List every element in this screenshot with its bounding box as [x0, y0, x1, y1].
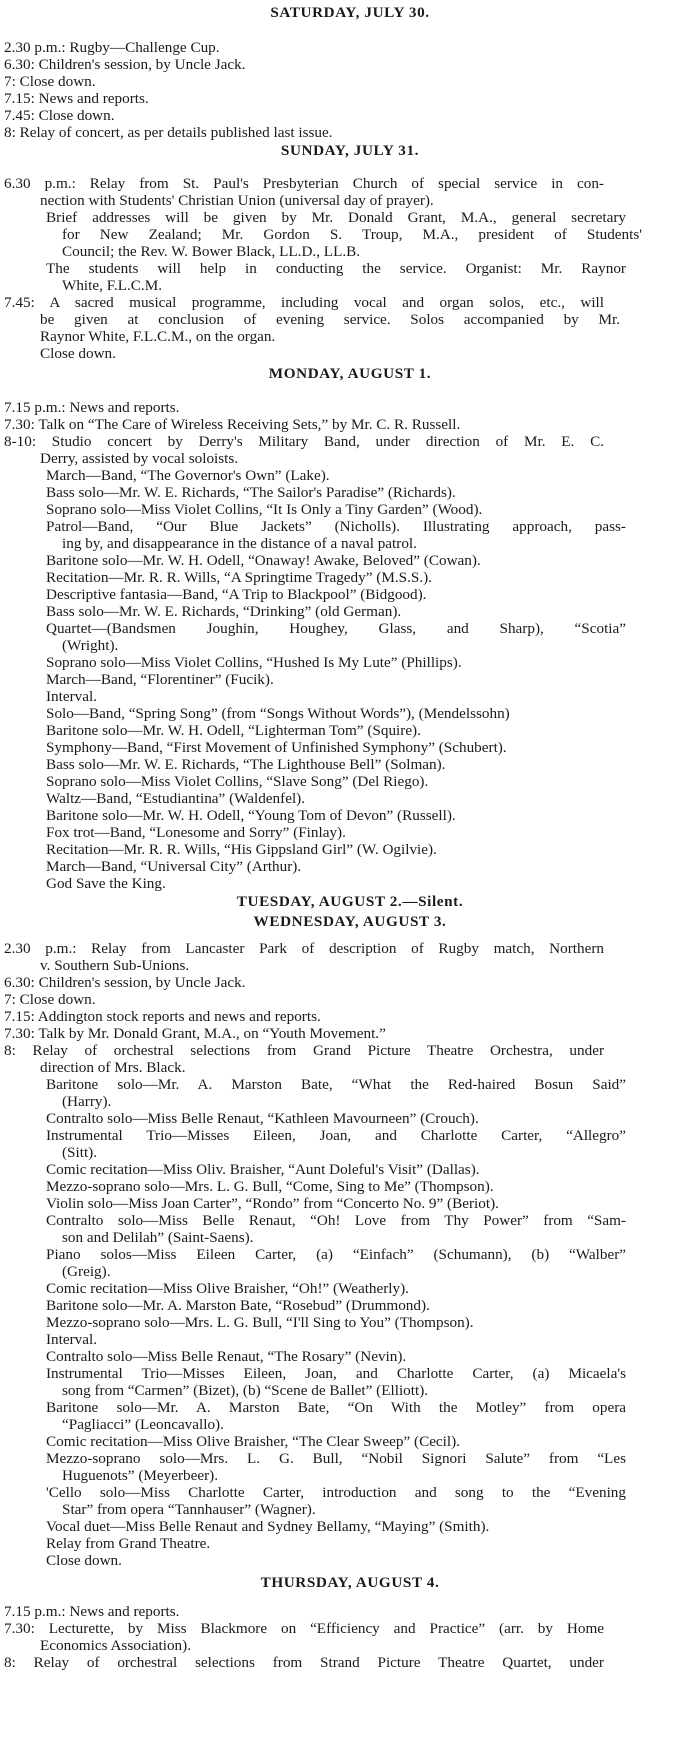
programme-item: Contralto solo—Miss Belle Renaut, “Kathleen Mavourneen” (Crouch).	[46, 1110, 479, 1127]
listing-line: 7.30: Talk by Mr. Donald Grant, M.A., on “Youth Movement.”	[4, 1025, 386, 1042]
programme-item: Baritone solo—Mr. W. H. Odell, “Lighterman Tom” (Squire).	[46, 722, 421, 739]
listing-line: 8: Relay of orchestral selections from Strand Picture Theatre Quartet, under	[4, 1654, 604, 1671]
programme-item: Recitation—Mr. R. R. Wills, “A Springtime Tragedy” (M.S.S.).	[46, 569, 432, 586]
listing-line: Economics Association).	[40, 1637, 192, 1654]
programme-item: “Pagliacci” (Leoncavallo).	[62, 1416, 224, 1433]
programme-item: Baritone solo—Mr. W. H. Odell, “Young Tom of Devon” (Russell).	[46, 807, 456, 824]
programme-item: March—Band, “The Governor's Own” (Lake).	[46, 467, 330, 484]
listing-line: 7.15 p.m.: News and reports.	[4, 399, 180, 416]
programme-item: son and Delilah” (Saint-Saens).	[62, 1229, 254, 1246]
listing-line: White, F.L.C.M.	[62, 277, 163, 294]
programme-item: (Wright).	[62, 637, 119, 654]
listing-line: 7.30: Talk on “The Care of Wireless Receiving Sets,” by Mr. C. R. Russell.	[4, 416, 461, 433]
listing-line: 7.15 p.m.: News and reports.	[4, 1603, 180, 1620]
heading-thursday: THURSDAY, AUGUST 4.	[260, 1574, 440, 1591]
programme-item: Soprano solo—Miss Violet Collins, “It Is Only a Tiny Garden” (Wood).	[46, 501, 483, 518]
listing-line: 6.30: Children's session, by Uncle Jack.	[4, 56, 246, 73]
listing-line: 8-10: Studio concert by Derry's Military Band, under direction of Mr. E. C.	[4, 433, 604, 450]
listing-line: nection with Students' Christian Union (universal day of prayer).	[40, 192, 434, 209]
programme-item: Waltz—Band, “Estudiantina” (Waldenfel).	[46, 790, 306, 807]
programme-item: Bass solo—Mr. W. E. Richards, “Drinking” (old German).	[46, 603, 402, 620]
programme-item: Comic recitation—Miss Olive Braisher, “Oh!” (Weatherly).	[46, 1280, 409, 1297]
listing-line: 2.30 p.m.: Relay from Lancaster Park of description of Rugby match, Northern	[4, 940, 604, 957]
programme-item: Close down.	[46, 1552, 122, 1569]
programme-item: song from “Carmen” (Bizet), (b) “Scene de Ballet” (Elliott).	[62, 1382, 429, 1399]
programme-item: Instrumental Trio—Misses Eileen, Joan, and Charlotte Carter, (a) Micaela's	[46, 1365, 626, 1382]
programme-item: Mezzo-soprano solo—Mrs. L. G. Bull, “Nobil Signori Salute” from “Les	[46, 1450, 626, 1467]
listing-line: 7.45: Close down.	[4, 107, 115, 124]
programme-item: (Sitt).	[62, 1144, 98, 1161]
programme-item: Quartet—(Bandsmen Joughin, Houghey, Glass, and Sharp), “Scotia”	[46, 620, 626, 637]
listing-line: v. Southern Sub-Unions.	[40, 957, 190, 974]
listing-line: be given at conclusion of evening service. Solos accompanied by Mr.	[40, 311, 620, 328]
programme-item: Relay from Grand Theatre.	[46, 1535, 211, 1552]
programme-item: Symphony—Band, “First Movement of Unfinished Symphony” (Schubert).	[46, 739, 507, 756]
listing-line: Raynor White, F.L.C.M., on the organ.	[40, 328, 276, 345]
programme-item: Baritone solo—Mr. A. Marston Bate, “What the Red-haired Bosun Said”	[46, 1076, 626, 1093]
programme-item: Fox trot—Band, “Lonesome and Sorry” (Finlay).	[46, 824, 346, 841]
programme-item: Vocal duet—Miss Belle Renaut and Sydney Bellamy, “Maying” (Smith).	[46, 1518, 490, 1535]
programme-item: ing by, and disappearance in the distance of a naval patrol.	[62, 535, 417, 552]
programme-item: Bass solo—Mr. W. E. Richards, “The Sailor's Paradise” (Richards).	[46, 484, 456, 501]
programme-item: Solo—Band, “Spring Song” (from “Songs Without Words”), (Mendelssohn)	[46, 705, 510, 722]
listing-line: 7: Close down.	[4, 991, 96, 1008]
listing-line: 7.30: Lecturette, by Miss Blackmore on “Efficiency and Practice” (arr. by Home	[4, 1620, 604, 1637]
programme-item: Interval.	[46, 1331, 98, 1348]
programme-item: Soprano solo—Miss Violet Collins, “Slave Song” (Del Riego).	[46, 773, 429, 790]
listing-line: The students will help in conducting the service. Organist: Mr. Raynor	[46, 260, 626, 277]
listing-line: Close down.	[40, 345, 116, 362]
listing-line: direction of Mrs. Black.	[40, 1059, 186, 1076]
listing-line: 7.45: A sacred musical programme, including vocal and organ solos, etc., will	[4, 294, 604, 311]
listing-line: Derry, assisted by vocal soloists.	[40, 450, 239, 467]
programme-item: God Save the King.	[46, 875, 166, 892]
listing-line: Brief addresses will be given by Mr. Donald Grant, M.A., general secretary	[46, 209, 626, 226]
listing-line: 7.15: Addington stock reports and news and reports.	[4, 1008, 321, 1025]
programme-item: March—Band, “Florentiner” (Fucik).	[46, 671, 274, 688]
programme-item: Violin solo—Miss Joan Carter”, “Rondo” from “Concerto No. 9” (Beriot).	[46, 1195, 499, 1212]
programme-item: Comic recitation—Miss Olive Braisher, “The Clear Sweep” (Cecil).	[46, 1433, 460, 1450]
programme-item: Baritone solo—Mr. A. Marston Bate, “On With the Motley” from opera	[46, 1399, 626, 1416]
programme-item: Comic recitation—Miss Oliv. Braisher, “Aunt Doleful's Visit” (Dallas).	[46, 1161, 480, 1178]
programme-item: Baritone solo—Mr. W. H. Odell, “Onaway! Awake, Beloved” (Cowan).	[46, 552, 481, 569]
programme-item: Piano solos—Miss Eileen Carter, (a) “Einfach” (Schumann), (b) “Walber”	[46, 1246, 626, 1263]
listing-line: 6.30 p.m.: Relay from St. Paul's Presbyterian Church of special service in con-	[4, 175, 604, 192]
programme-item: Recitation—Mr. R. R. Wills, “His Gippsland Girl” (W. Ogilvie).	[46, 841, 437, 858]
programme-item: Star” from opera “Tannhauser” (Wagner).	[62, 1501, 316, 1518]
programme-item: Instrumental Trio—Misses Eileen, Joan, and Charlotte Carter, “Allegro”	[46, 1127, 626, 1144]
programme-item: March—Band, “Universal City” (Arthur).	[46, 858, 302, 875]
heading-wednesday: WEDNESDAY, AUGUST 3.	[253, 913, 447, 930]
programme-item: Contralto solo—Miss Belle Renaut, “Oh! Love from Thy Power” from “Sam-	[46, 1212, 626, 1229]
programme-item: Interval.	[46, 688, 98, 705]
programme-item: Contralto solo—Miss Belle Renaut, “The Rosary” (Nevin).	[46, 1348, 407, 1365]
programme-item: Bass solo—Mr. W. E. Richards, “The Lighthouse Bell” (Solman).	[46, 756, 446, 773]
listing-line: 8: Relay of orchestral selections from Grand Picture Theatre Orchestra, under	[4, 1042, 604, 1059]
listing-line: 8: Relay of concert, as per details published last issue.	[4, 124, 333, 141]
listing-line: Council; the Rev. W. Bower Black, LL.D., LL.B.	[62, 243, 361, 260]
programme-item: Huguenots” (Meyerbeer).	[62, 1467, 219, 1484]
listing-line: for New Zealand; Mr. Gordon S. Troup, M.A., president of Students'	[62, 226, 642, 243]
programme-item: (Greig).	[62, 1263, 111, 1280]
listing-line: 6.30: Children's session, by Uncle Jack.	[4, 974, 246, 991]
heading-saturday: SATURDAY, JULY 30.	[270, 4, 430, 21]
heading-monday: MONDAY, AUGUST 1.	[268, 365, 432, 382]
programme-item: 'Cello solo—Miss Charlotte Carter, introduction and song to the “Evening	[46, 1484, 626, 1501]
listing-line: 7: Close down.	[4, 73, 96, 90]
listing-line: 7.15: News and reports.	[4, 90, 149, 107]
programme-item: Mezzo-soprano solo—Mrs. L. G. Bull, “I'll Sing to You” (Thompson).	[46, 1314, 474, 1331]
heading-tuesday: TUESDAY, AUGUST 2.—Silent.	[236, 893, 464, 910]
programme-item: Patrol—Band, “Our Blue Jackets” (Nicholls). Illustrating approach, pass-	[46, 518, 626, 535]
heading-sunday: SUNDAY, JULY 31.	[280, 142, 420, 159]
programme-item: (Harry).	[62, 1093, 112, 1110]
programme-item: Soprano solo—Miss Violet Collins, “Hushed Is My Lute” (Phillips).	[46, 654, 462, 671]
listing-line: 2.30 p.m.: Rugby—Challenge Cup.	[4, 39, 220, 56]
programme-item: Baritone solo—Mr. A. Marston Bate, “Rosebud” (Drummond).	[46, 1297, 430, 1314]
programme-item: Mezzo-soprano solo—Mrs. L. G. Bull, “Come, Sing to Me” (Thompson).	[46, 1178, 494, 1195]
programme-item: Descriptive fantasia—Band, “A Trip to Blackpool” (Bidgood).	[46, 586, 427, 603]
